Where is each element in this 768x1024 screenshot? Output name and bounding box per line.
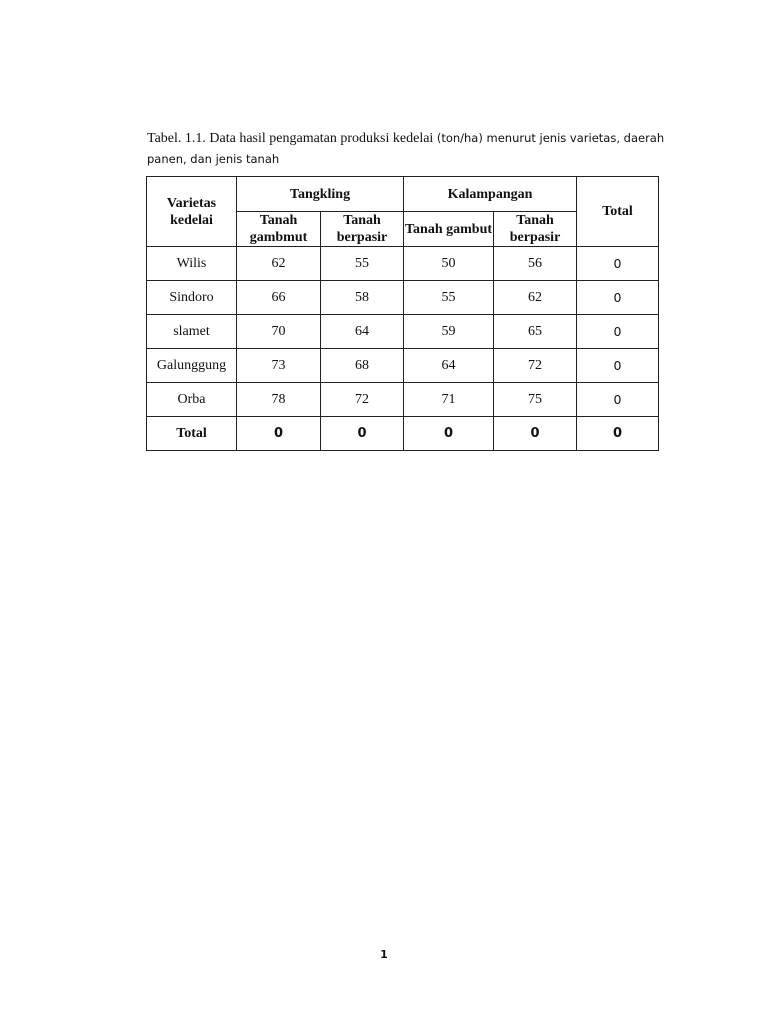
cell-value: 59: [404, 315, 494, 349]
header-variety: Varietas kedelai: [147, 177, 237, 247]
cell-value: 64: [321, 315, 404, 349]
page-number: 1: [380, 948, 388, 961]
cell-value: 55: [321, 247, 404, 281]
table-row: [147, 349, 659, 383]
table-row: [147, 315, 659, 349]
cell-total: 0: [577, 349, 659, 383]
header-group-kalampangan: Kalampangan: [404, 177, 577, 212]
cell-value: 62: [237, 247, 321, 281]
cell-total: 0: [577, 281, 659, 315]
row-name: Sindoro: [147, 281, 237, 315]
total-value: 0: [321, 417, 404, 451]
cell-value: 72: [494, 349, 577, 383]
row-name: Wilis: [147, 247, 237, 281]
cell-value: 71: [404, 383, 494, 417]
total-value: 0: [494, 417, 577, 451]
header-group-tangkling: Tangkling: [237, 177, 404, 212]
header-sub: Tanah gambmut: [237, 212, 321, 247]
total-value: 0: [237, 417, 321, 451]
cell-value: 55: [404, 281, 494, 315]
table-row: [147, 281, 659, 315]
cell-total: 0: [577, 247, 659, 281]
cell-value: 70: [237, 315, 321, 349]
grand-total: 0: [577, 417, 659, 451]
cell-value: 64: [404, 349, 494, 383]
row-name: slamet: [147, 315, 237, 349]
production-table: [146, 176, 659, 451]
caption-sans: (ton/ha) menurut jenis varietas, daerah panen, dan jenis tanah: [147, 131, 665, 166]
caption-serif: Tabel. 1.1. Data hasil pengamatan produksi kedelai: [147, 131, 437, 146]
cell-value: 66: [237, 281, 321, 315]
header-row-1: [147, 177, 659, 212]
cell-total: 0: [577, 315, 659, 349]
header-sub: Tanah berpasir: [321, 212, 404, 247]
cell-value: 65: [494, 315, 577, 349]
cell-value: 68: [321, 349, 404, 383]
cell-value: 78: [237, 383, 321, 417]
cell-value: 73: [237, 349, 321, 383]
cell-total: 0: [577, 383, 659, 417]
table-row: [147, 383, 659, 417]
table-row: [147, 247, 659, 281]
cell-value: 56: [494, 247, 577, 281]
header-sub: Tanah berpasir: [494, 212, 577, 247]
total-row: [147, 417, 659, 451]
row-name: Galunggung: [147, 349, 237, 383]
total-value: 0: [404, 417, 494, 451]
table-caption: [147, 128, 687, 170]
header-sub: Tanah gambut: [404, 212, 494, 247]
row-name: Orba: [147, 383, 237, 417]
cell-value: 75: [494, 383, 577, 417]
cell-value: 50: [404, 247, 494, 281]
cell-value: 58: [321, 281, 404, 315]
cell-value: 72: [321, 383, 404, 417]
cell-value: 62: [494, 281, 577, 315]
header-total: Total: [577, 177, 659, 247]
total-row-label: Total: [147, 417, 237, 451]
